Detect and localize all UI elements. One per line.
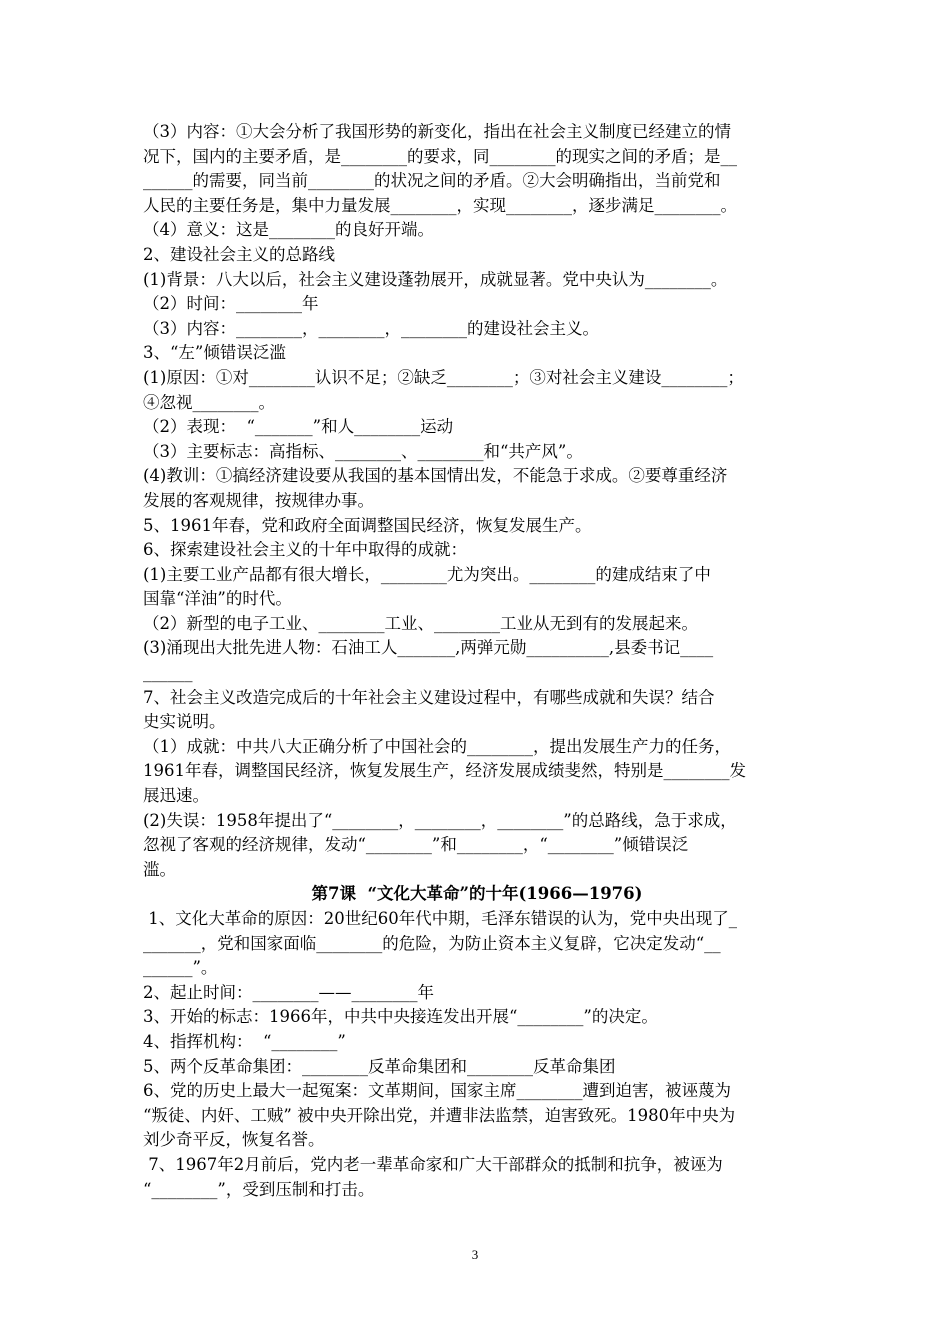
text-line: 7、社会主义改造完成后的十年社会主义建设过程中，有哪些成就和失误？结合 xyxy=(143,687,715,707)
text-line: 1961年春，调整国民经济，恢复发展生产，经济发展成绩斐然，特别是________发 xyxy=(143,761,746,781)
text-line: （1）成就：中共八大正确分析了中国社会的________，提出发展生产力的任务， xyxy=(143,736,731,756)
text-line: (3)涌现出大批先进人物：石油工人_______,两弹元勋__________,县委书记____ xyxy=(143,638,714,658)
text-line: 2、起止时间：________——________年 xyxy=(143,982,434,1002)
text-line: 忽视了客观的经济规律，发动“________”和________，“________”倾错误泛 xyxy=(143,835,689,855)
section-lesson-6-continued xyxy=(143,120,811,882)
text-line: 4、指挥机构： “________” xyxy=(143,1031,346,1051)
text-line: 滥。 xyxy=(143,859,176,879)
text-line: （2）表现： “_______”和人________运动 xyxy=(143,417,454,437)
text-line: (1)主要工业产品都有很大增长，________尤为突出。________的建成结束了中 xyxy=(143,564,711,584)
text-line: （3）内容：________，________，________的建设社会主义。 xyxy=(143,318,599,338)
text-line: 5、1961年春，党和政府全面调整国民经济，恢复发展生产。 xyxy=(143,515,592,535)
text-line: “________”，受到压制和打击。 xyxy=(143,1179,375,1199)
text-line: (2)失误：1958年提出了“________，________，________”的总路线，急于求成， xyxy=(143,810,737,830)
text-line: 国靠“洋油”的时代。 xyxy=(143,589,292,609)
text-line: 7、1967年2月前后，党内老一辈革命家和广大干部群众的抵制和抗争，被诬为 xyxy=(143,1154,723,1174)
text-line: 史实说明。 xyxy=(143,712,226,732)
text-line: 3、“左”倾错误泛滥 xyxy=(143,343,286,363)
text-line: _______，党和国家面临________的危险，为防止资本主义复辟，它决定发动“__ xyxy=(143,933,721,953)
text-line: 展迅速。 xyxy=(143,786,209,806)
text-line: 1、文化大革命的原因：20世纪60年代中期，毛泽东错误的认为，党中央出现了_ xyxy=(143,909,737,928)
text-line: ④忽视________。 xyxy=(143,392,275,412)
lesson-7-heading: 第7课 “文化大革命”的十年(1966—1976) xyxy=(311,884,643,904)
text-line: 5、两个反革命集团：________反革命集团和________反革命集团 xyxy=(143,1056,616,1076)
text-line: (1)原因：①对________认识不足；②缺乏________；③对社会主义建设________； xyxy=(143,367,744,387)
text-line: 6、党的历史上最大一起冤案：文革期间，国家主席________遭到迫害，被诬蔑为 xyxy=(143,1081,731,1101)
text-line: 况下，国内的主要矛盾，是________的要求，同________的现实之间的矛盾；是__ xyxy=(143,146,737,166)
text-line: （3）主要标志：高指标、________、________和“共产风”。 xyxy=(143,441,583,461)
text-line: （3）内容：①大会分析了我国形势的新变化，指出在社会主义制度已经建立的情 xyxy=(143,122,731,141)
document-body xyxy=(143,120,811,1202)
text-line: 刘少奇平反，恢复名誉。 xyxy=(143,1130,325,1150)
text-line: (1)背景：八大以后，社会主义建设蓬勃展开，成就显著。党中央认为________。 xyxy=(143,269,728,289)
text-line: 人民的主要任务是，集中力量发展________，实现________，逐步满足________。 xyxy=(143,195,737,215)
page-number: 3 xyxy=(471,1247,479,1262)
text-line: ______ xyxy=(143,663,193,683)
text-line: 2、建设社会主义的总路线 xyxy=(143,244,335,264)
text-line: （4）意义：这是________的良好开端。 xyxy=(143,220,434,240)
text-line: 发展的客观规律，按规律办事。 xyxy=(143,490,374,510)
text-line: ______”。 xyxy=(143,958,218,978)
text-line: 6、探索建设社会主义的十年中取得的成就： xyxy=(143,540,467,560)
text-line: （2）新型的电子工业、________工业、________工业从无到有的发展起来。 xyxy=(143,613,698,633)
text-line: （2）时间：________年 xyxy=(143,294,319,314)
text-line: “叛徒、内奸、工贼” 被中央开除出党，并遭非法监禁，迫害致死。1980年中央为 xyxy=(143,1105,736,1125)
section-lesson-7 xyxy=(143,907,811,1202)
text-line: ______的需要，同当前________的状况之间的矛盾。②大会明确指出，当前党和 xyxy=(143,171,721,191)
text-line: (4)教训：①搞经济建设要从我国的基本国情出发，不能急于求成。②要尊重经济 xyxy=(143,466,728,486)
text-line: 3、开始的标志：1966年，中共中央接连发出开展“________”的决定。 xyxy=(143,1007,658,1027)
